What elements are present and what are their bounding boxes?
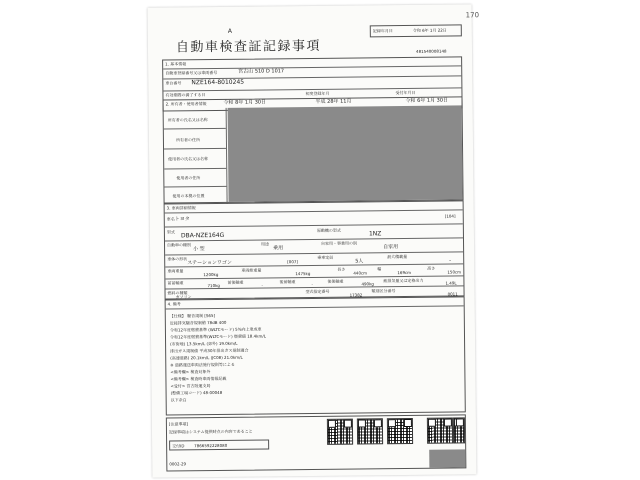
date-right-label: 受付年月日	[395, 89, 416, 96]
section-remarks	[165, 296, 466, 415]
height-label: 高さ	[427, 265, 436, 271]
qr-code	[387, 418, 413, 444]
notice-heading: [注意事項]	[168, 421, 189, 427]
chassis-value: NZE164-8010245	[191, 78, 245, 87]
type-value: 小 型	[193, 246, 205, 253]
form-number: 0002-29	[169, 461, 187, 467]
front-axle-value: 710kg	[207, 282, 220, 289]
use-label: 用途	[261, 241, 270, 247]
private-label: 自家用・事業用の別	[320, 240, 358, 246]
section1-heading: 1. 基本情報	[165, 61, 187, 67]
gross-label: 車両総重量	[241, 267, 262, 273]
width-value: 169cm	[397, 269, 412, 276]
model-label: 型式	[166, 229, 175, 235]
issue-date-value: 令和 6年 1月 22日	[412, 27, 447, 33]
remarks-line: (高速道路) 20.1km/L (JC08) 21.0km/L	[170, 354, 243, 361]
engine-label: 原動機の型式	[316, 227, 341, 233]
owner-name-label: 所有者の氏名又は名称	[167, 117, 208, 123]
qr-code	[327, 419, 353, 445]
section-vehicle-details	[164, 200, 465, 299]
rear-front-value: -	[311, 281, 313, 288]
fuel-value: ガソリン	[175, 294, 192, 300]
notice-text: 記録事項はシステム提供時点の内容であること	[168, 428, 253, 435]
maker-value: トヨタ	[174, 216, 190, 223]
issue-date-box	[370, 24, 462, 37]
body-label: 車体の形状	[167, 256, 188, 262]
capacity-value: 5人	[355, 258, 364, 265]
page-title: 自動車検査証記録事項	[175, 38, 322, 56]
remarks-list	[170, 310, 451, 404]
engine-value: 1NZ	[368, 230, 382, 238]
remarks-line: (整備工場コード) 48-00048	[170, 389, 223, 396]
section4-heading: 4. 備考	[167, 301, 181, 307]
remarks-line: 以下余白	[170, 397, 187, 403]
fuel-label: 燃料の種類	[167, 290, 188, 296]
handwritten-number: 170	[465, 11, 480, 20]
qr-code	[357, 418, 383, 444]
first-reg-label: 初度登録年月	[305, 90, 330, 97]
length-value: 440cm	[353, 270, 368, 276]
width-label: 幅	[377, 266, 382, 272]
date-right-value: 令和 6年 1月 30日	[405, 97, 449, 105]
max-load-value: -	[449, 257, 452, 264]
section3-heading: 3. 車両詳細情報	[166, 205, 196, 211]
remarks-line: 【仕様】 騒音規制 [S65]	[169, 313, 216, 319]
front-axle-label: 前前軸重	[167, 280, 184, 286]
body-code: [007]	[287, 259, 299, 265]
rear-axle-value: 490kg	[361, 281, 374, 287]
expiry-value: 令和 8年 1月 30日	[223, 99, 267, 106]
displacement-value: 1.49L	[445, 280, 457, 286]
front-label: 前後軸重	[227, 279, 244, 285]
user-address-label: 使用者の住所	[176, 175, 201, 181]
max-load-label: 最大積載量	[387, 254, 408, 260]
id-value: 7866592228080	[194, 442, 228, 449]
body-value: ステーションワゴン	[187, 259, 232, 267]
rear-axle-label: 後後軸重	[327, 278, 344, 284]
remarks-line: 近接排気騒音規制値 78dB 400	[169, 319, 227, 326]
id-label: 交付ID	[172, 443, 185, 449]
private-value: 自家用	[383, 244, 399, 251]
cert-label: 型式指定番号	[305, 288, 330, 295]
length-label: 長さ	[337, 266, 346, 272]
qr-code	[453, 417, 465, 443]
document-number: 481540008148	[415, 48, 447, 54]
maker-code: [104]	[444, 213, 456, 219]
expiry-label: 有効期間の満了する日	[165, 92, 206, 98]
remarks-line: <備考欄> 検査対象外	[170, 369, 211, 375]
margin-letter: A	[227, 27, 232, 35]
class-label: 類別区分番号	[371, 288, 396, 294]
height-value: 150cm	[447, 269, 462, 275]
owner-address-label: 所有者の住所	[175, 137, 200, 143]
remarks-line: 令和12年度燃費基準(WLTCモード) 燃費値 18.4km/L	[169, 333, 266, 340]
displacement-label: 総排気量又は定格出力	[383, 277, 424, 284]
capacity-label: 乗車定員	[317, 254, 334, 260]
reg-number-label: 自動車登録番号又は車両番号	[165, 69, 218, 76]
qr-code	[427, 418, 453, 444]
remarks-line: (市街地) 13.5km/L (郊外) 19.0km/L	[170, 340, 238, 347]
remarks-line: 排出ガス規制値 平成30年排出ガス規制適合	[170, 347, 249, 354]
maker-label: 車名	[166, 216, 175, 222]
model-value: DBA-NZE164G	[180, 231, 225, 240]
remarks-line: 令和12年度燃費基準 (WLTCモード) 5%向上達成車	[169, 326, 262, 333]
id-box	[169, 439, 269, 450]
section2-heading: 2. 所有者・使用者情報	[165, 101, 207, 107]
base-location-label: 使用の本拠の位置	[172, 193, 205, 199]
document-sheet	[148, 4, 480, 477]
remarks-line: <受付> 宮古陸運支局	[170, 383, 211, 389]
weight-label: 車両重量	[167, 268, 184, 274]
use-value: 乗用	[273, 245, 284, 252]
section-footer	[166, 414, 467, 471]
section-owner-user	[163, 96, 464, 203]
class-value: 0011	[447, 291, 458, 297]
front-value: -	[261, 282, 263, 288]
user-name-label: 使用者の氏名又は名称	[168, 156, 209, 162]
chassis-label: 車台番号	[165, 80, 182, 86]
type-label: 自動車の種別	[167, 242, 192, 248]
first-reg-value: 平成 28年 11月	[315, 98, 352, 105]
rear-front-label: 後前軸重	[279, 279, 296, 285]
redacted-personal-info	[228, 105, 463, 201]
redacted-stamp	[429, 449, 465, 467]
remarks-line: <備考欄> 検査時車両情報記載	[170, 375, 227, 382]
issue-date-label: 記録年月日	[372, 28, 393, 34]
weight-value: 1200kg	[203, 271, 219, 278]
remarks-line: ※ 道路運送車両法施行規則等による	[170, 361, 235, 368]
reg-number-value: 宮古山 510 D 1017	[238, 68, 285, 75]
cert-value: 17382	[349, 292, 363, 298]
gross-value: 1475kg	[295, 271, 311, 277]
